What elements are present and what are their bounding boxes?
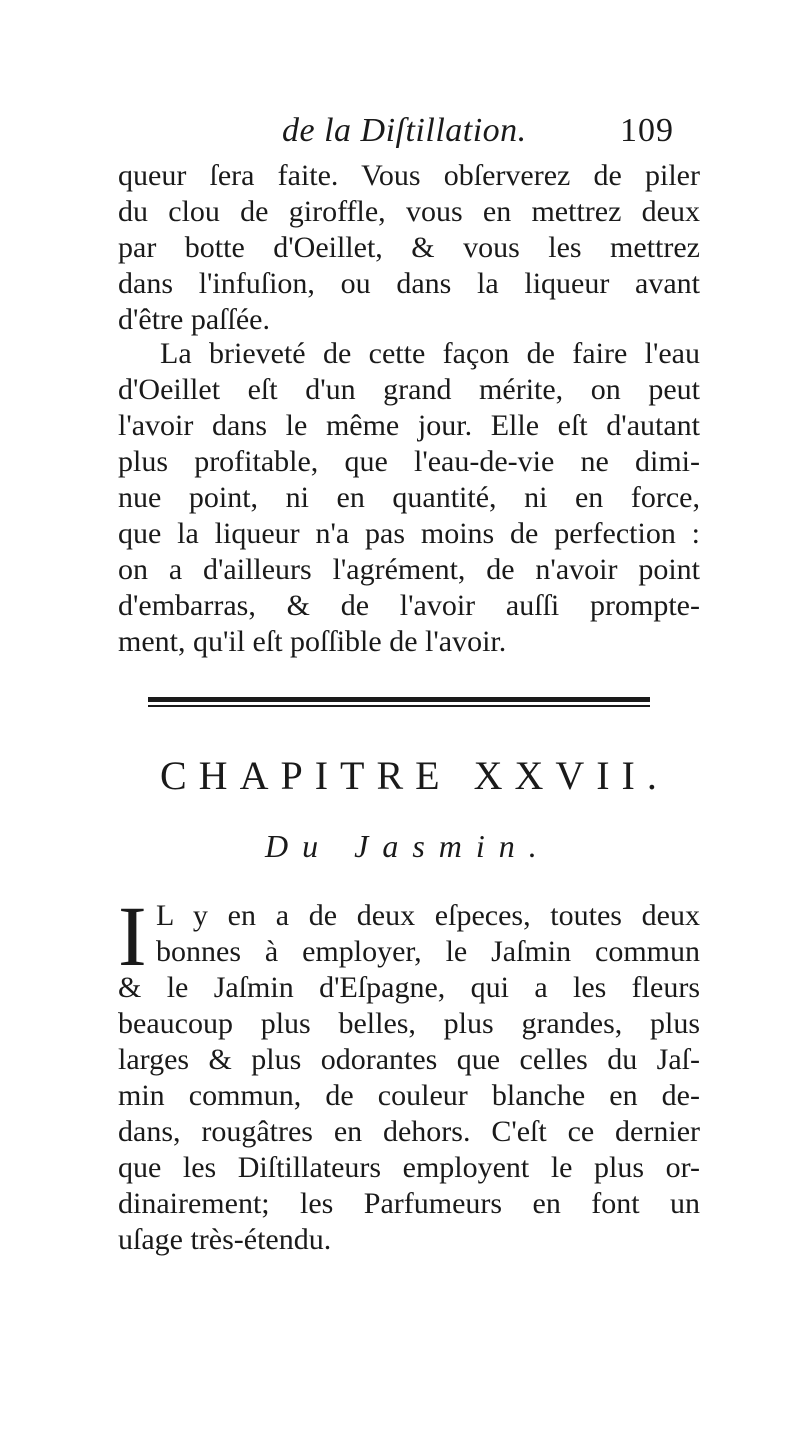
section-divider-rule — [148, 697, 650, 707]
text-line: d'être paſſée. — [118, 303, 270, 336]
section-title: Du Jasmin. — [265, 828, 551, 864]
text-line: par botte d'Oeillet, & vous les mettrez — [118, 231, 700, 264]
text-line: beaucoup plus belles, plus grandes, plus — [118, 1007, 700, 1040]
text-line: La brieveté de cette façon de faire l'eau — [160, 337, 700, 370]
text-line: l'avoir dans le même jour. Elle eſt d'autant — [118, 409, 700, 442]
text-line: dans l'infuſion, ou dans la liqueur avant — [118, 267, 700, 300]
text-line: du clou de giroffle, vous en mettrez deux — [118, 195, 700, 228]
text-line: min commun, de couleur blanche en de- — [118, 1079, 700, 1112]
text-line: uſage très-étendu. — [118, 1223, 332, 1256]
text-line: bonnes à employer, le Jaſmin commun — [156, 935, 700, 968]
paragraph-brevity — [118, 336, 700, 660]
paragraph-continuation — [118, 158, 700, 338]
running-title: de la Diſtillation. — [282, 112, 527, 149]
text-line: dinairement; les Parfumeurs en font un — [118, 1187, 700, 1220]
text-line: que les Diſtillateurs employent le plus or- — [118, 1151, 700, 1184]
text-line: d'Oeillet eſt d'un grand mérite, on peut — [118, 373, 700, 406]
text-line: queur ſera faite. Vous obſerverez de piler — [118, 159, 700, 192]
text-line: on a d'ailleurs l'agrément, de n'avoir point — [118, 553, 700, 586]
drop-cap: I — [118, 888, 147, 984]
text-line: dans, rougâtres en dehors. C'eſt ce dernier — [118, 1115, 700, 1148]
text-line: nue point, ni en quantité, ni en force, — [118, 481, 700, 514]
text-line: L y en a de deux eſpeces, toutes deux — [156, 899, 700, 932]
paragraph-jasmin — [118, 888, 700, 1258]
text-line: plus profitable, que l'eau-de-vie ne dimi- — [118, 445, 700, 478]
text-line: ment, qu'il eſt poſſible de l'avoir. — [118, 625, 507, 658]
text-line: que la liqueur n'a pas moins de perfection : — [118, 517, 700, 550]
chapter-title: CHAPITRE XXVII. — [160, 753, 669, 798]
text-line: d'embarras, & de l'avoir auſſi prompte- — [118, 589, 700, 622]
text-line: larges & plus odorantes que celles du Jaſ- — [118, 1043, 700, 1076]
page-number: 109 — [620, 112, 674, 149]
text-line: & le Jaſmin d'Eſpagne, qui a les fleurs — [118, 971, 700, 1004]
